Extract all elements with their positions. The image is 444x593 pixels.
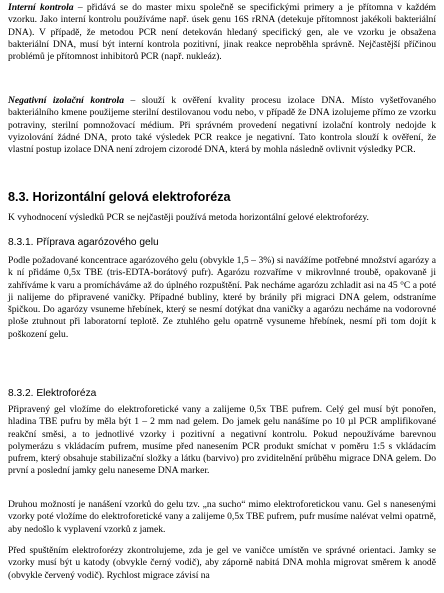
paragraph-run-check: Před spuštěním elektroforézy zkontrolujeme, zda je gel ve vaničce umístěn ve správné orientaci. Jamky se vzorky musí být u katody (obvykle černý vodič), aby záporně nabitá DNA mohla migrovat směrem k anodě (obvykle červený vodič). Rychlost migrace závisí na (8, 545, 436, 581)
section-heading-8-3: 8.3. Horizontální gelová elektroforéza (8, 190, 231, 204)
term-negative-control: Negativní izolační kontrola (8, 95, 124, 106)
negative-control-text: – slouží k ověření kvality procesu izolace DNA. Místo vyšetřovaného bakteriálního kmene použijeme sterilní destilovanou vodu nebo, v případě že DNA izolujeme přímo ze vzorku potraviny, sterilní pomnožovací médium. Při správném provedení negativní izolační kontroly nedojde k vyizolování žádné DNA, proto také výsledek PCR reakce je negativní. Tato kontrola slouží k ověření, že vlastní postup izolace DNA není zdrojem cizorodé DNA, která by mohla následně ovlivnit výsledky PCR. (8, 95, 436, 156)
paragraph-gel-preparation: Podle požadované koncentrace agarózového gelu (obvykle 1,5 – 3%) si navážíme potřebné množství agarózy a k ní přidáme 0,5x TBE (tris-EDTA-borátový pufr). Agarózu rozvaříme v mikrovlnné troubě, opakovaně ji zahříváme k varu a promícháváme až do úplného rozpuštění. Pak necháme agarózu zchladit asi na 45 °C a poté ji nalijeme do připravené vaničky. Případné bubliny, které by bránily při migraci DNA gelem, odstraníme špičkou. Do agarózy vsuneme hřebínek, který se nesmí dotýkat dna vaničky a agarózu necháme na vodorovné ploše ztuhnout při laboratorní teplotě. Ze ztuhlého gelu opatrně vysuneme hřebínek, nesmí při tom dojít k poškození gelu. (8, 255, 436, 340)
subsection-heading-8-3-2: 8.3.2. Elektroforéza (8, 388, 97, 399)
paragraph-internal-control (8, 2, 436, 63)
subsection-heading-8-3-1: 8.3.1. Příprava agarózového gelu (8, 237, 159, 248)
paragraph-electrophoresis-loading: Připravený gel vložíme do elektroforetické vany a zalijeme 0,5x TBE pufrem. Celý gel musí být ponořen, hladina TBE pufru by měla být 1 – 2 mm nad gelem. Do jamek gelu nanášíme po 10 µl PCR amplifikované reakční směsi, a to jednotlivé vzorky i pozitivní a negativní kontrolu. Pokud nepoužíváme barevnou polymerázu s vkládacím pufrem, musíme před nanesením PCR produkt smíchat v poměru 1:5 s vkládacím pufrem, který obsahuje stabilizační složky a látku (barvivo) pro zviditelnění průběhu migrace DNA gelem. Do první a poslední jamky gelu naneseme DNA marker. (8, 404, 436, 477)
internal-control-text: – přidává se do master mixu společně se specifickými primery a je přítomna v každém vzorku. Jako interní kontrolu používáme např. úsek genu 16S rRNA (detekuje přítomnost jakékoli bakteriální DNA). V případě, že metodou PCR není detekován hledaný specifický gen, ale ve vzorku je obsažena bakteriální DNA, musí být interní kontrola pozitivní, jinak reakce neproběhla správně. Nejčastější příčinou problémů je přítomnost inhibitorů PCR (např. nukleáz). (8, 2, 437, 63)
term-internal-control: Interní kontrola (8, 2, 74, 13)
paragraph-dry-loading: Druhou možností je nanášení vzorků do gelu tzv. „na sucho“ mimo elektroforetickou vanu. Gel s nanesenými vzorky poté vložíme do elektroforetické vany a zalijeme 0,5x TBE pufrem, pufr musíme nalévat velmi opatrně, aby nedošlo k vyplavení vzorků z jamek. (8, 499, 436, 535)
paragraph-negative-control (8, 95, 436, 156)
section-intro-8-3: K vyhodnocení výsledků PCR se nejčastěji používá metoda horizontální gelové elektroforézy. (8, 212, 369, 223)
